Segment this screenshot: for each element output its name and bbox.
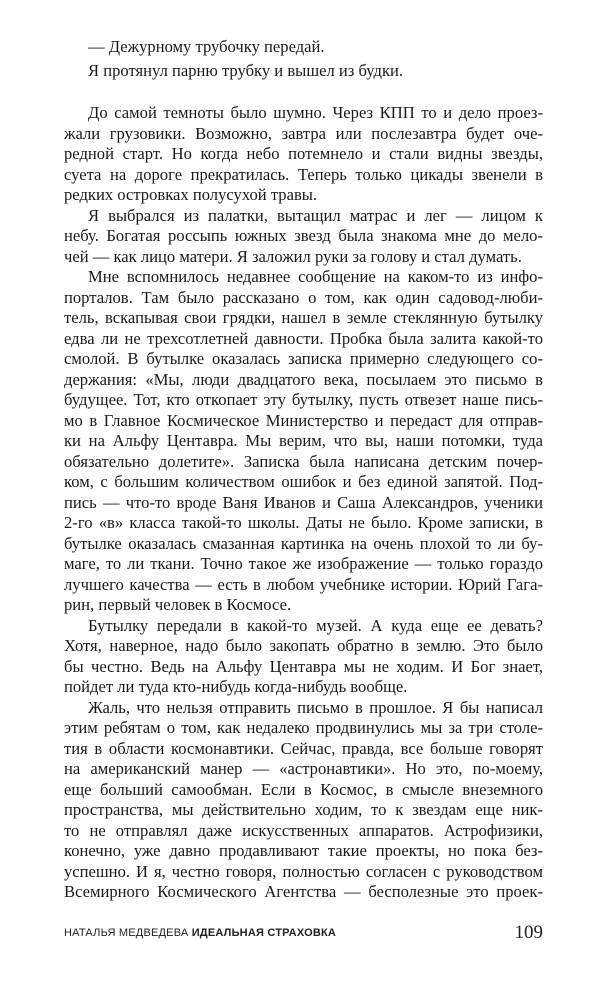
text-line: маге, то ли ткани. Точно такое же изображение — только гораздо (64, 554, 543, 573)
text-line: ки на Альфу Центавра. Мы верим, что вы, наши потомки, туда (64, 431, 543, 450)
text-line: До самой темноты было шумно. Через КПП то и дело проез- (88, 103, 543, 122)
text-line: Мне вспомнилось недавнее сообщение на каком-то из инфо- (88, 267, 543, 286)
text-line: тия в области космонавтики. Сейчас, правда, все больше говорят (64, 738, 543, 758)
text-line: на американский манер — «астронавтики». Но это, по-моему, (64, 759, 543, 778)
dialogue-block (64, 35, 543, 83)
text-line: чей — как лицо матери. Я заложил руки за голову и стал думать. (64, 246, 522, 266)
footer-book-title: ИДЕАЛЬНАЯ СТРАХОВКА (191, 927, 337, 939)
text-line: будущее. Тот, кто откопает эту бутылку, пусть отвезет наше пись- (64, 390, 543, 409)
text-line: то не отправлял даже искусственных аппаратов. Астрофизики, (64, 820, 543, 840)
text-line: держания: «Мы, люди двадцатого века, посылаем это письмо в (64, 369, 543, 389)
text-line: обязательно долетите». Записка была написана детским почер- (64, 451, 543, 471)
text-line: рин, первый человек в Космосе. (64, 595, 292, 614)
paragraph (64, 267, 543, 616)
text-line: бы честно. Ведь на Альфу Центавра мы не ходим. И Бог знает, (64, 656, 543, 676)
text-line: суета на дороге прекратилась. Теперь только цикады звенели в (64, 164, 543, 184)
text-line: 2-го «в» класса такой-то школы. Даты не было. Кроме записки, в (64, 513, 543, 532)
text-line: Жаль, что нельзя отправить письмо в прошлое. Я бы написал (88, 697, 543, 717)
text-line: пространства, мы действительно ходим, то к звездам еще ник- (64, 800, 543, 819)
text-line: лучшего качества — есть в любом учебнике истории. Юрий Гага- (64, 574, 543, 594)
text-line: редких островках полусухой травы. (64, 185, 318, 204)
text-line: конечно, уже давно продавливают такие проекты, но пока без- (64, 841, 543, 860)
running-footer (64, 927, 336, 939)
text-line: Всемирного Космического Агентства — бесполезные это проек- (64, 882, 543, 901)
paragraph (64, 616, 543, 698)
paragraph (64, 103, 543, 206)
text-line: смолой. В бутылке оказалась записка примерно следующего со- (64, 349, 543, 368)
text-line: — Дежурному трубочку передай. (88, 37, 325, 56)
paragraph (64, 698, 543, 903)
body-text (64, 103, 543, 903)
text-line: успешно. И я, честно говоря, полностью согласен с руководством (64, 861, 543, 881)
text-line: порталов. Там было рассказано о том, как один садовод-люби- (64, 287, 543, 307)
text-line: ком, с большим количеством ошибок и без единой запятой. Под- (64, 472, 543, 491)
text-line: пойдет ли туда кто-нибудь когда-нибудь вообще. (64, 677, 408, 696)
paragraph (64, 206, 543, 268)
text-line: еще больший самообман. Если в Космос, в смысле внеземного (64, 779, 543, 799)
footer-author: НАТАЛЬЯ МЕДВЕДЕВА (64, 927, 189, 939)
text-line: Я выбрался из палатки, вытащил матрас и лег — лицом к (88, 205, 543, 225)
page-number: 109 (514, 922, 543, 943)
text-line: едва ли не трехсотлетней давности. Пробка была залита какой-то (64, 328, 543, 348)
text-line: тель, вскапывая свои грядки, нашел в земле стеклянную бутылку (64, 308, 543, 327)
text-line: бутылке оказалась смазанная картинка на очень плохой то ли бу- (64, 533, 543, 553)
paragraph (64, 35, 543, 59)
text-line: Хотя, наверное, надо было закопать обратно в землю. Это было (64, 636, 543, 655)
paragraph (64, 59, 543, 83)
text-line: мо в Главное Космическое Министерство и передаст для отправ- (64, 410, 543, 430)
text-line: небу. Богатая россыпь южных звезд была знакома мне до мело- (64, 226, 543, 245)
text-line: Я протянул парню трубку и вышел из будки. (88, 61, 404, 80)
text-line: редной старт. Но когда небо потемнело и стали видны звезды, (64, 144, 543, 163)
text-line: Бутылку передали в какой-то музей. А куда еще ее девать? (88, 615, 543, 635)
text-line: этим ребятам о том, как недалеко продвинулись мы за три столе- (64, 718, 543, 737)
page-footer (64, 920, 543, 946)
text-line: пись — что-то вроде Ваня Иванов и Саша Александров, ученики (64, 492, 543, 512)
text-line: жали грузовики. Возможно, завтра или послезавтра будет оче- (64, 123, 543, 143)
